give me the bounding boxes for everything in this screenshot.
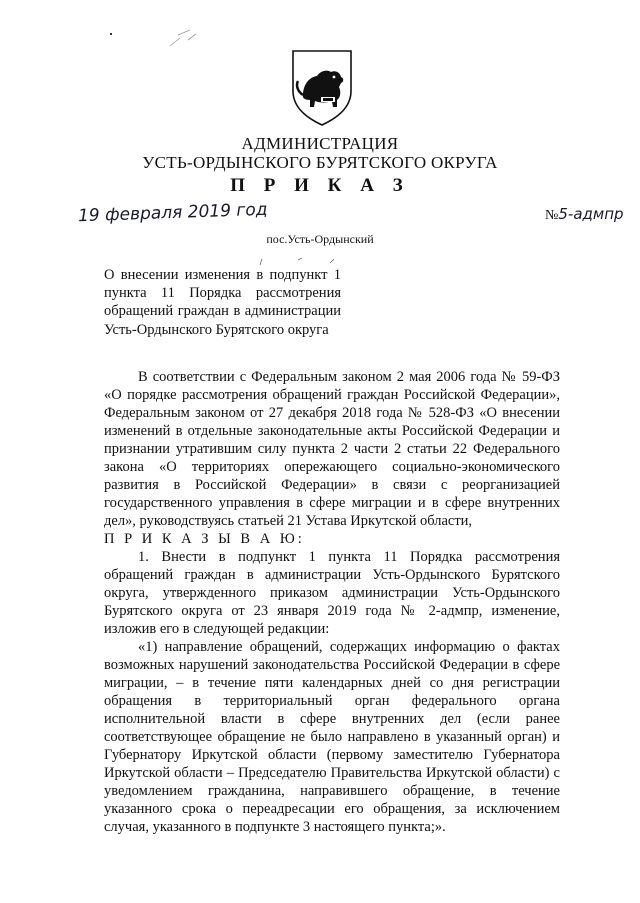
number-sign: № [545, 208, 559, 223]
org-name-line2: УСТЬ-ОРДЫНСКОГО БУРЯТСКОГО ОКРУГА [142, 153, 498, 172]
coat-of-arms-icon [287, 47, 357, 127]
document-number [545, 205, 624, 224]
order-subject: О внесении изменения в подпункт 1 пункта 11 Порядка рассмотрения обращений граждан в администрации Усть-Ордынского Бурятского округа [104, 267, 341, 338]
handwritten-date: 19 февраля 2019 год [77, 199, 268, 227]
item-1-paragraph: 1. Внести в подпункт 1 пункта 11 Порядка рассмотрения обращений граждан в администрации Усть-Ордынского Бурятского округа, утвержденного приказом администрации Усть-Ордынского Бурятского округа от 23 января 2019 года № 2-адмпр, изменение, изложив его в следующей редакции: [104, 549, 560, 637]
org-name-line1: АДМИНИСТРАЦИЯ [241, 134, 399, 153]
handwritten-number: 5-адмпр [558, 205, 624, 223]
order-body [104, 368, 560, 836]
scan-scribble [168, 26, 198, 48]
order-word: П Р И К А З Ы В А Ю: [104, 531, 305, 547]
quoted-amendment: «1) направление обращений, содержащих информацию о фактах возможных нарушений законодательства Российской Федерации в сфере миграции, – в течение пяти календарных дней со дня регистрации обращения в территориальный орган федерального органа исполнительной власти в сфере внутренних дел (если ранее соответствующее обращение не было направлено в указанный орган) и Губернатору Иркутской области (первому заместителю Губернатора Иркутской области – Председателю Правительства Иркутской области) с уведомлением гражданина, направившего обращение, в течение указанного срока о переадресации его обращения, за исключением случая, указанного в подпункте 3 настоящего пункта;». [104, 639, 560, 835]
scan-dot [110, 33, 112, 35]
document-type-title: П Р И К А З [230, 175, 410, 196]
preamble-paragraph: В соответствии с Федеральным законом 2 мая 2006 года № 59-ФЗ «О порядке рассмотрения обращений граждан Российской Федерации», Федеральным законом от 27 декабря 2018 года № 528-ФЗ «О внесении изменений в отдельные законодательные акты Российской Федерации и признании утратившим силу пункта 2 части 2 статьи 22 Федерального закона «О территориях опережающего социально-экономического развития в Российской Федерации» в связи с реорганизацией государственного управления в сфере миграции и в сфере внутренних дел», руководствуясь статьей 21 Устава Иркутской области, [104, 369, 560, 529]
place-of-issue: пос.Усть-Ордынский [266, 232, 374, 246]
